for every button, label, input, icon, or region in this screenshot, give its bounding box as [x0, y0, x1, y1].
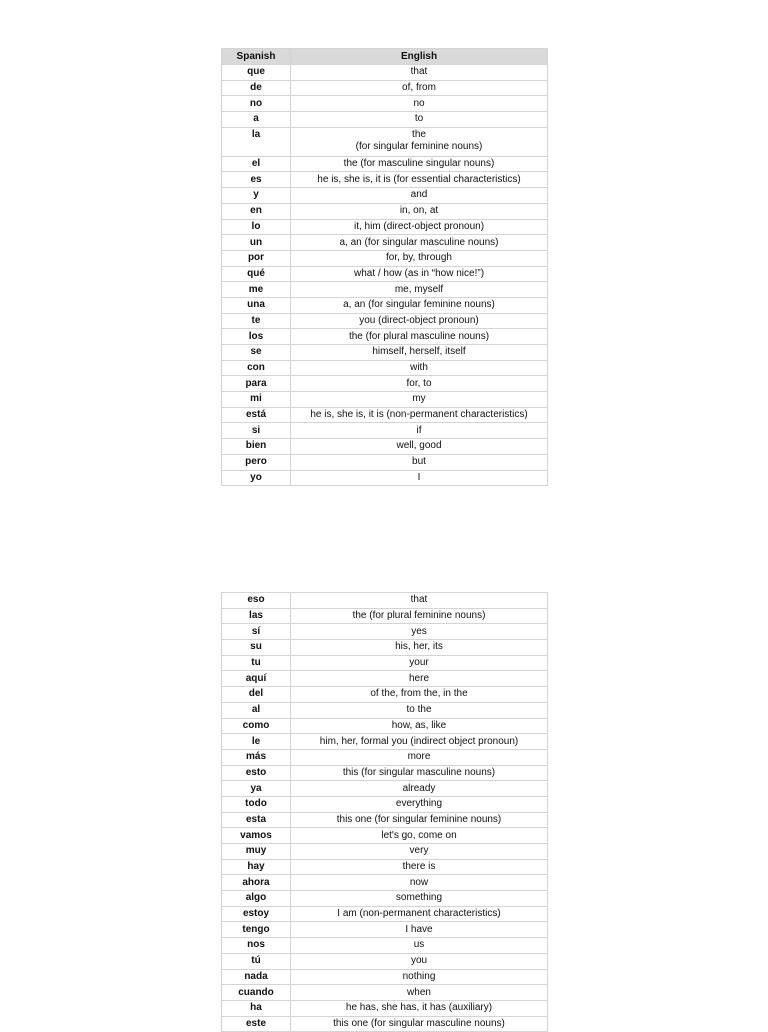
table-row	[222, 718, 548, 734]
spanish-word: tengo	[222, 922, 291, 938]
table-row	[222, 969, 548, 985]
table-row	[222, 749, 548, 765]
english-translation: you (direct-object pronoun)	[291, 313, 548, 329]
table-row	[222, 156, 548, 172]
table-row	[222, 922, 548, 938]
english-translation: very	[291, 844, 548, 860]
english-translation: already	[291, 781, 548, 797]
english-translation: your	[291, 655, 548, 671]
spanish-word: más	[222, 749, 291, 765]
spanish-word: nos	[222, 938, 291, 954]
spanish-word: esto	[222, 765, 291, 781]
spanish-word: si	[222, 423, 291, 439]
table-row	[222, 953, 548, 969]
english-translation: us	[291, 938, 548, 954]
table-row	[222, 765, 548, 781]
table-row	[222, 624, 548, 640]
spanish-word: como	[222, 718, 291, 734]
spanish-word: es	[222, 172, 291, 188]
english-translation: him, her, formal you (indirect object pronoun)	[291, 734, 548, 750]
table-row	[222, 329, 548, 345]
spanish-word: pero	[222, 454, 291, 470]
spanish-word: está	[222, 407, 291, 423]
table-row	[222, 702, 548, 718]
english-translation: of the, from the, in the	[291, 687, 548, 703]
english-translation: to	[291, 112, 548, 128]
english-translation: he is, she is, it is (non-permanent characteristics)	[291, 407, 548, 423]
english-translation: you	[291, 953, 548, 969]
english-translation: and	[291, 188, 548, 204]
spanish-word: la	[222, 127, 291, 156]
english-translation: for, by, through	[291, 250, 548, 266]
english-translation: what / how (as in “how nice!”)	[291, 266, 548, 282]
spanish-word: el	[222, 156, 291, 172]
english-translation: with	[291, 360, 548, 376]
table-row	[222, 297, 548, 313]
spanish-word: te	[222, 313, 291, 329]
spanish-word: al	[222, 702, 291, 718]
english-translation: I am (non-permanent characteristics)	[291, 906, 548, 922]
english-translation: his, her, its	[291, 640, 548, 656]
english-translation: the (for plural feminine nouns)	[291, 608, 548, 624]
english-translation: this (for singular masculine nouns)	[291, 765, 548, 781]
spanish-word: los	[222, 329, 291, 345]
spanish-column-header: Spanish	[222, 49, 291, 65]
table-row	[222, 655, 548, 671]
english-translation: if	[291, 423, 548, 439]
table-row	[222, 812, 548, 828]
table-row	[222, 875, 548, 891]
english-translation: I	[291, 470, 548, 486]
english-translation: let's go, come on	[291, 828, 548, 844]
table-row	[222, 235, 548, 251]
spanish-word: todo	[222, 796, 291, 812]
table-row	[222, 640, 548, 656]
english-translation: a, an (for singular feminine nouns)	[291, 297, 548, 313]
spanish-word: a	[222, 112, 291, 128]
table-row	[222, 906, 548, 922]
table-row	[222, 423, 548, 439]
spanish-word: ahora	[222, 875, 291, 891]
spanish-word: sí	[222, 624, 291, 640]
table-row	[222, 219, 548, 235]
spanish-word: las	[222, 608, 291, 624]
english-translation: this one (for singular feminine nouns)	[291, 812, 548, 828]
spanish-word: estoy	[222, 906, 291, 922]
table-row	[222, 439, 548, 455]
spanish-word: nada	[222, 969, 291, 985]
spanish-word: no	[222, 96, 291, 112]
spanish-word: me	[222, 282, 291, 298]
english-translation: now	[291, 875, 548, 891]
table-row	[222, 781, 548, 797]
table-row	[222, 112, 548, 128]
spanish-word: con	[222, 360, 291, 376]
spanish-word: muy	[222, 844, 291, 860]
spanish-word: vamos	[222, 828, 291, 844]
table-row	[222, 734, 548, 750]
english-translation: himself, herself, itself	[291, 345, 548, 361]
spanish-word: en	[222, 203, 291, 219]
table-row	[222, 376, 548, 392]
english-translation: that	[291, 593, 548, 609]
table-row	[222, 608, 548, 624]
table-row	[222, 172, 548, 188]
english-translation: he is, she is, it is (for essential characteristics)	[291, 172, 548, 188]
english-translation: nothing	[291, 969, 548, 985]
table-row	[222, 360, 548, 376]
table-row	[222, 345, 548, 361]
english-translation: something	[291, 891, 548, 907]
spanish-word: del	[222, 687, 291, 703]
english-translation: me, myself	[291, 282, 548, 298]
spanish-word: lo	[222, 219, 291, 235]
table-row	[222, 188, 548, 204]
spanish-word: y	[222, 188, 291, 204]
table-row	[222, 1000, 548, 1016]
table-row	[222, 671, 548, 687]
english-translation: the (for masculine singular nouns)	[291, 156, 548, 172]
english-translation: how, as, like	[291, 718, 548, 734]
spanish-word: eso	[222, 593, 291, 609]
english-translation: a, an (for singular masculine nouns)	[291, 235, 548, 251]
english-translation: my	[291, 392, 548, 408]
table-row	[222, 828, 548, 844]
table-row	[222, 470, 548, 486]
spanish-word: un	[222, 235, 291, 251]
vocabulary-table-2	[221, 592, 548, 1032]
spanish-word: que	[222, 65, 291, 81]
table-row	[222, 313, 548, 329]
english-translation: everything	[291, 796, 548, 812]
vocabulary-table-1	[221, 48, 548, 486]
spanish-word: para	[222, 376, 291, 392]
table-row	[222, 687, 548, 703]
english-translation: it, him (direct-object pronoun)	[291, 219, 548, 235]
spanish-word: tu	[222, 655, 291, 671]
table-row	[222, 80, 548, 96]
spanish-word: este	[222, 1016, 291, 1032]
spanish-word: ya	[222, 781, 291, 797]
english-translation: more	[291, 749, 548, 765]
table-row	[222, 392, 548, 408]
english-translation: in, on, at	[291, 203, 548, 219]
spanish-word: hay	[222, 859, 291, 875]
spanish-word: una	[222, 297, 291, 313]
english-translation: here	[291, 671, 548, 687]
spanish-word: cuando	[222, 985, 291, 1001]
english-translation: to the	[291, 702, 548, 718]
english-translation: that	[291, 65, 548, 81]
spanish-word: tú	[222, 953, 291, 969]
spanish-word: aquí	[222, 671, 291, 687]
spanish-word: su	[222, 640, 291, 656]
table-row	[222, 859, 548, 875]
spanish-word: mi	[222, 392, 291, 408]
spanish-word: algo	[222, 891, 291, 907]
english-translation: of, from	[291, 80, 548, 96]
table-header-row	[222, 49, 548, 65]
spanish-word: esta	[222, 812, 291, 828]
english-translation: no	[291, 96, 548, 112]
english-translation: the (for plural masculine nouns)	[291, 329, 548, 345]
spanish-word: bien	[222, 439, 291, 455]
spanish-word: de	[222, 80, 291, 96]
spanish-word: qué	[222, 266, 291, 282]
english-translation: but	[291, 454, 548, 470]
spanish-word: se	[222, 345, 291, 361]
table-row	[222, 938, 548, 954]
table-row	[222, 891, 548, 907]
spanish-word: ha	[222, 1000, 291, 1016]
table-row	[222, 65, 548, 81]
table-row	[222, 593, 548, 609]
table-row	[222, 266, 548, 282]
english-translation: the (for singular feminine nouns)	[291, 127, 548, 156]
english-translation: when	[291, 985, 548, 1001]
table-row	[222, 203, 548, 219]
spanish-word: por	[222, 250, 291, 266]
spanish-word: yo	[222, 470, 291, 486]
table-row	[222, 454, 548, 470]
table-row	[222, 796, 548, 812]
spanish-word: le	[222, 734, 291, 750]
english-column-header: English	[291, 49, 548, 65]
english-translation: yes	[291, 624, 548, 640]
table-row	[222, 844, 548, 860]
english-translation: for, to	[291, 376, 548, 392]
english-translation: there is	[291, 859, 548, 875]
vocabulary-table-2-body	[222, 593, 548, 1032]
table-row	[222, 985, 548, 1001]
vocabulary-table-1-body	[222, 65, 548, 486]
table-row	[222, 127, 548, 156]
english-translation: he has, she has, it has (auxiliary)	[291, 1000, 548, 1016]
table-row	[222, 407, 548, 423]
table-row	[222, 250, 548, 266]
english-translation: I have	[291, 922, 548, 938]
table-row	[222, 96, 548, 112]
table-row	[222, 282, 548, 298]
english-translation: this one (for singular masculine nouns)	[291, 1016, 548, 1032]
english-translation: well, good	[291, 439, 548, 455]
